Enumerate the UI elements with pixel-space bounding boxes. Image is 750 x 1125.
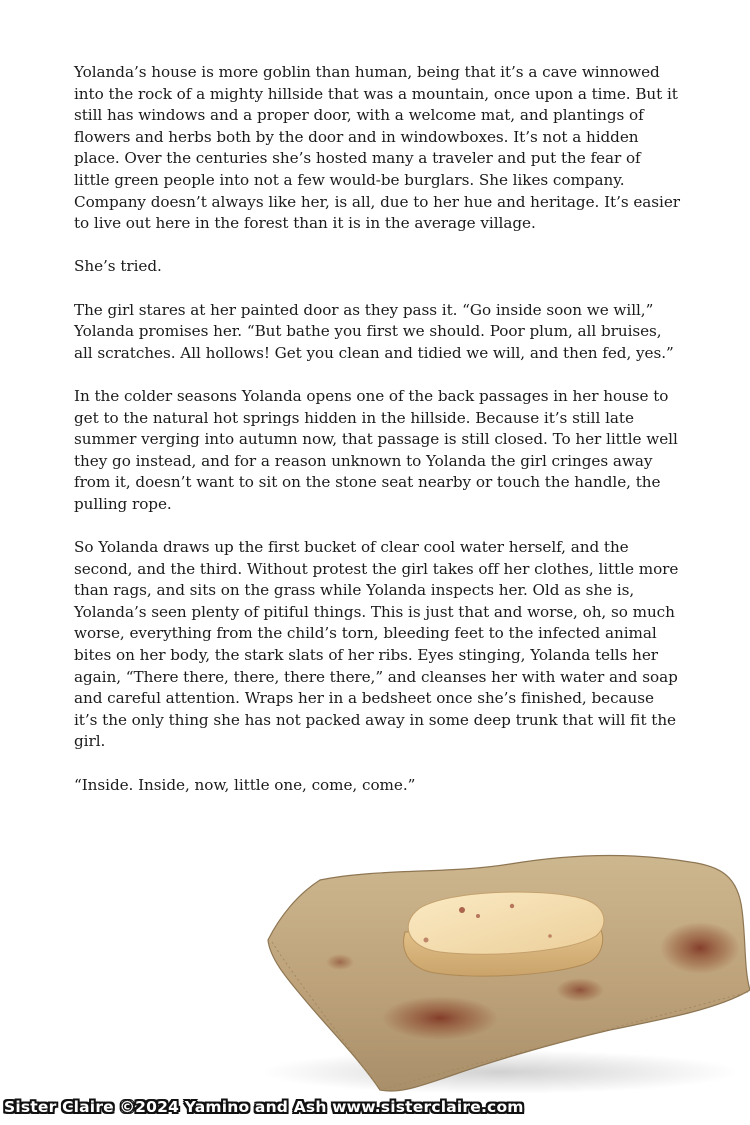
soap-speck-4 — [424, 938, 429, 943]
stain-small — [326, 954, 354, 970]
soap-speck-1 — [459, 907, 465, 913]
story-text — [74, 62, 680, 818]
story-paragraph-6: “Inside. Inside, now, little one, come, come.” — [74, 775, 416, 794]
copyright-credit: Sister Claire ©2024 Yamino and Ash www.sisterclaire.com — [4, 1098, 524, 1116]
stain-right — [660, 922, 740, 974]
story-paragraph-4: In the colder seasons Yolanda opens one of the back passages in her house to get to the natural hot springs hidden in the hillside. Because it’s still late summer verging into autumn now, that passage is still closed. To her little well they go instead, and for a reason unknown to Yolanda the girl cringes away from it, doesn’t want to sit on the stone seat nearby or touch the handle, the pulling rope. — [74, 386, 678, 513]
stain-mid — [556, 978, 604, 1002]
soap-speck-5 — [548, 934, 552, 938]
stain-left — [382, 996, 498, 1040]
soap-speck-3 — [510, 904, 514, 908]
soap-on-cloth-illustration — [250, 840, 750, 1105]
soap-top — [408, 892, 604, 954]
story-paragraph-3: The girl stares at her painted door as they pass it. “Go inside soon we will,” Yolanda promises her. “But bathe you first we should. Poor plum, all bruises, all scratches. All hollows! Get you clean and tidied we will, and then fed, yes.” — [74, 300, 674, 362]
story-paragraph-1: Yolanda’s house is more goblin than human, being that it’s a cave winnowed into the rock of a mighty hillside that was a mountain, once upon a time. But it still has windows and a proper door, with a welcome mat, and plantings of flowers and herbs both by the door and in windowboxes. It’s not a hidden place. Over the centuries she’s hosted many a traveler and put the fear of little green people into not a few would-be burglars. She likes company. Company doesn’t always like her, is all, due to her hue and heritage. It’s easier to live out here in the forest than it is in the average village. — [74, 63, 681, 233]
soap-speck-2 — [476, 914, 480, 918]
story-paragraph-5: So Yolanda draws up the first bucket of clear cool water herself, and the second, and the third. Without protest the girl takes off her clothes, little more than rags, and sits on the grass while Yolanda inspects her. Old as she is, Yolanda’s seen plenty of pitiful things. This is just that and worse, oh, so much worse, everything from the child’s torn, bleeding feet to the infected animal bites on her body, the stark slats of her ribs. Eyes stinging, Yolanda tells her again, “There there, there, there there,” and cleanses her with water and soap and careful attention. Wraps her in a bedsheet once she’s finished, because it’s the only thing she has not packed away in some deep trunk that will fit the girl. — [74, 538, 679, 751]
story-paragraph-2: She’s tried. — [74, 257, 162, 276]
